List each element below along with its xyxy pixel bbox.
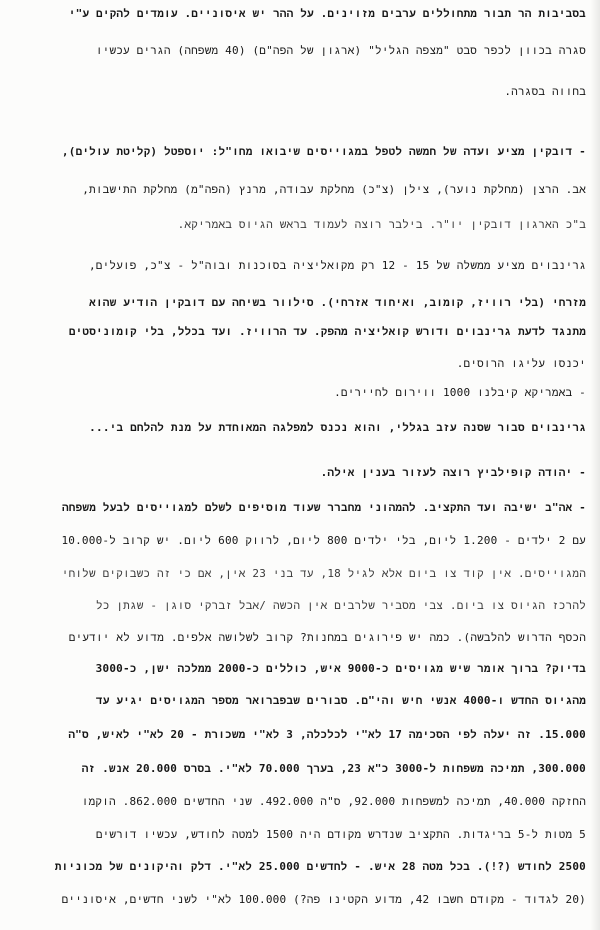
text-line: - באמריקא קיבלנו 1000 ווירום לחיירים. xyxy=(334,386,586,399)
text-line: יכנסו עליגו הרוסים. xyxy=(456,357,586,370)
text-line: מתנגד לדעת גרינבוים ודורש קואליציה מהפק. עד הרוויז. ועד בכלל, בלי קומוניסטים xyxy=(68,325,586,338)
text-line: המגוייסים. אין קוד צו ביום אלא לגיל 18, עד בני 23 אין, אם כי זה כשבוקים שלוחי xyxy=(61,567,586,580)
text-line: גרינבוים סבור שסנה עזב בגללי, והוא נכנס למפלגה המאוחדת על מנת להלחם בי... xyxy=(89,421,586,434)
text-line: אב. הרצן (מחלקת נוער), צילן (צ"כ) מחלקת עבודה, מרנץ (הפה"מ) מחלקת התישבות, xyxy=(82,183,586,196)
page-edge-shadow xyxy=(590,0,600,930)
text-line: הכסף הדרוש להלבשה). כמה יש פירוגים במחנות? קרוב לשלושה אלפים. מדוע לא יודעים xyxy=(68,631,586,644)
text-line: 5 מטות ל-5 בריגדות. התקציב שנדרש מקודם היה 1500 למטה לחודש, עכשיו דורשים xyxy=(95,828,586,841)
text-line: גרינבוים מציע ממשלה של 15 - 12 רק מקואליציה בסוכנות ובוה"ל - צ"כ, פועלים, xyxy=(88,259,586,272)
text-line: בסביבות הר תבור מתחוללים ערבים מזוינים. על ההר יש איסוניים. עומדים להקים ע"י xyxy=(68,7,586,20)
text-line: החזקה 40.000, תמיכה למשפחות 92.000, ס"ה 492.000. שני החדשים 862.000. הוקמו xyxy=(81,795,586,808)
text-line: להרכז הגיוס צו ביום. צבי מסביר שלרבים אין הכשה /אבל זברקי סוגן - שגתן כל xyxy=(95,599,586,612)
text-line: בדיוק? ברוך אומר שיש מגויסים כ-9000 איש, כוללים כ-2000 ממלכה ישן, כ-3000 xyxy=(95,662,586,675)
text-line: ב"כ הארגון דובקין יו"ר. בילבר רוצה לעמוד בראש הגיוס באמריקא. xyxy=(177,218,586,231)
text-line: - יהודה קופילביץ רוצה לעזור בענין אילה. xyxy=(320,466,586,479)
text-line: 2500 לחודש (?!). בכל מטה 28 איש. - לחדשים 25.000 לא"י. דלק והיקונים של מכוניות xyxy=(54,860,586,873)
text-line: מזרחי (בלי רוויז, קומוב, ואיחוד אזרחי). סילוור בשיחה עם דובקין הודיע שהוא xyxy=(89,296,586,309)
text-line: מהגיוס החדש ו-4000 אנשי חיש והי"ם. סבורים שבפברואר מספר המגויסים יגיע עד xyxy=(95,694,586,707)
text-line: - אה"ב ישיבה ועד התקציב. להמהוני מחברר שעוד מוסיפים לשלם למגוייסים לבעל משפחה xyxy=(61,501,586,514)
text-line: (20 לגדוד - מקודם חשבו 42, מדוע הקטינו פה?) 100.000 לא"י לשני חדשים, איסוניים xyxy=(61,893,586,906)
text-line: 15.000. זה יעלה לפי הסכימה 17 לא"י לכלכלה, 3 לא"י משכורת - 20 לא"י לאיש, ס"ה xyxy=(68,728,586,741)
text-line: עם 2 ילדים - 1.200 ליום, בלי ילדים 800 ליום, לרווק 600 ליום. יש קרוב ל-10.000 xyxy=(61,534,586,547)
text-line: 300.000, תמיכה משפחות ל-3000 כ"א 23, בערך 70.000 לא"י. בסרס 20.000 אנש. זה xyxy=(81,762,586,775)
text-line: סגרה בכוון לכפר סבט "מצפה הגליל" (ארגון של הפה"ם) (40 משפחה) הגרים עכשיו xyxy=(95,44,586,57)
text-line: בחווה בסגרה. xyxy=(504,85,586,98)
text-line: - דובקין מציע ועדה של חמשה לטפל במגוייסים שיבואו מחו"ל: יוספטל (קליטת עולים), xyxy=(61,145,586,158)
